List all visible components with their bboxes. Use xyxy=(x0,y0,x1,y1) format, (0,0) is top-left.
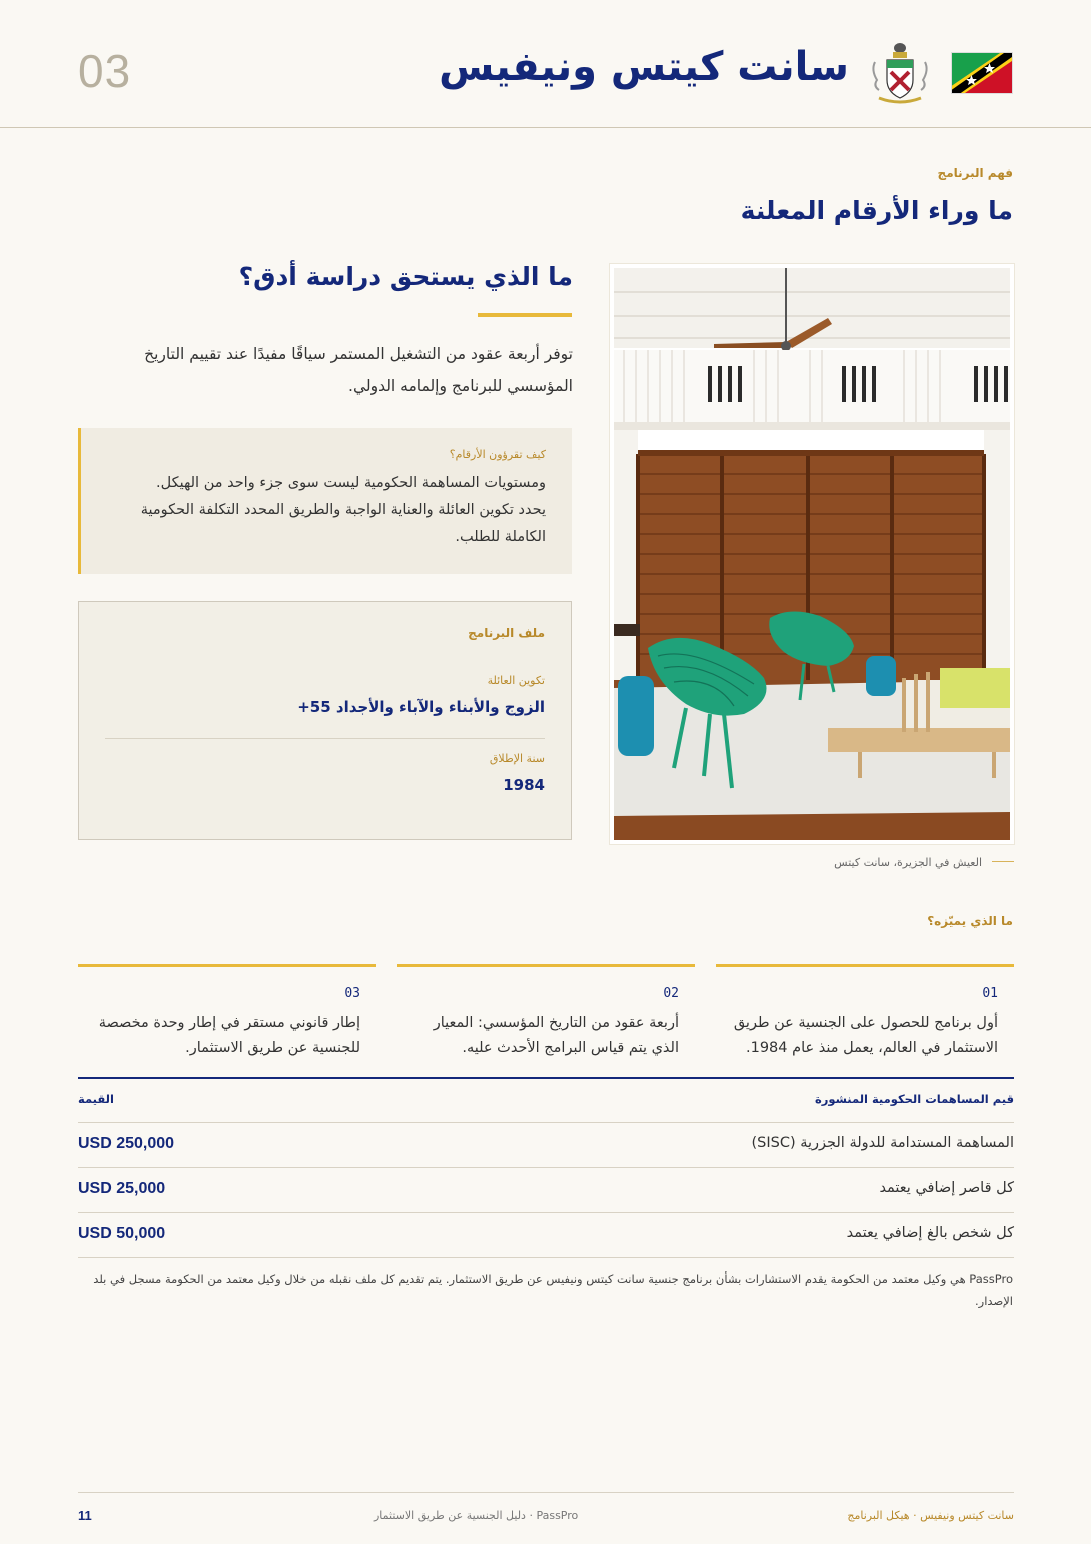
photo-caption: العيش في الجزيرة، سانت كيتس xyxy=(834,856,982,869)
contributions-table xyxy=(78,1077,1014,1258)
page-footer xyxy=(78,1492,1014,1532)
question-title: ما الذي يستحق دراسة أدق؟ xyxy=(238,262,573,291)
disclaimer-text: PassPro هي وكيل معتمد من الحكومة يقدم الاستشارات بشأن برنامج جنسية سانت كيتس ونيفيس عن طريق الاستثمار. يتم تقديم كل ملف نقبله من خلال وكيل معتمد من الحكومة مسجل في بلد الإصدار. xyxy=(93,1272,1013,1308)
family-composition-label: تكوين العائلة xyxy=(487,674,545,687)
profile-kicker: ملف البرنامج xyxy=(468,626,545,640)
table-row xyxy=(78,1168,1014,1213)
feature-item xyxy=(397,964,695,1064)
feature-list xyxy=(78,964,1014,1064)
feature-item xyxy=(78,964,376,1064)
row-value: USD 25,000 xyxy=(78,1180,166,1197)
table-header xyxy=(78,1079,1014,1123)
section-title: ما وراء الأرقام المعلنة xyxy=(740,196,1013,225)
distinct-kicker: ما الذي يميّزه؟ xyxy=(927,914,1013,928)
footer-page-number: 11 xyxy=(78,1508,92,1523)
island-living-photo xyxy=(610,264,1014,844)
callout-text: ومستويات المساهمة الحكومية ليست سوى جزء واحد من الهيكل. يحدد تكوين العائلة والعناية الواجبة والطريق المحدد التكلفة الحكومية الكاملة للطلب. xyxy=(140,475,546,545)
profile-divider xyxy=(105,738,545,739)
launch-year-label: سنة الإطلاق xyxy=(489,752,545,765)
program-profile-card xyxy=(78,601,572,840)
feature-text: أربعة عقود من التاريخ المؤسسي: المعيار الذي يتم قياس البرامج الأحدث عليه. xyxy=(433,1015,679,1056)
intro-paragraph: توفر أربعة عقود من التشغيل المستمر سياقًا مفيدًا عند تقييم التاريخ المؤسسي للبرنامج وإلمامه الدولي. xyxy=(144,345,573,395)
column-header-value: القيمة xyxy=(78,1092,114,1106)
table-row xyxy=(78,1123,1014,1168)
footer-guide-label: PassPro · دليل الجنسية عن طريق الاستثمار xyxy=(374,1509,579,1522)
row-value: USD 50,000 xyxy=(78,1225,166,1242)
reading-numbers-callout xyxy=(78,428,572,574)
table-row xyxy=(78,1213,1014,1258)
launch-year-value: 1984 xyxy=(503,776,545,794)
row-name: كل قاصر إضافي يعتمد xyxy=(879,1180,1014,1196)
section-kicker: فهم البرنامج xyxy=(937,166,1013,180)
feature-text: أول برنامج للحصول على الجنسية عن طريق الاستثمار في العالم، يعمل منذ عام 1984. xyxy=(733,1015,998,1056)
title-underline xyxy=(478,313,572,317)
callout-kicker: كيف تقرؤون الأرقام؟ xyxy=(449,448,546,461)
saint-kitts-and-nevis-flag-icon xyxy=(951,52,1013,94)
footer-section-label: سانت كيتس ونيفيس · هيكل البرنامج xyxy=(847,1509,1014,1522)
row-name: كل شخص بالغ إضافي يعتمد xyxy=(846,1225,1014,1241)
feature-number: 02 xyxy=(663,986,679,1001)
feature-number: 01 xyxy=(982,986,998,1001)
chapter-number: 03 xyxy=(78,45,132,97)
row-value: USD 250,000 xyxy=(78,1135,175,1152)
coat-of-arms-icon xyxy=(869,40,931,106)
country-title: سانت كيتس ونيفيس xyxy=(439,44,849,90)
family-composition-value: الزوج والأبناء والآباء والأجداد 55+ xyxy=(297,698,545,716)
feature-text: إطار قانوني مستقر في إطار وحدة مخصصة للجنسية عن طريق الاستثمار. xyxy=(98,1015,360,1056)
column-header-name: قيم المساهمات الحكومية المنشورة xyxy=(814,1092,1014,1106)
caption-rule xyxy=(992,861,1014,862)
feature-item xyxy=(716,964,1014,1064)
page-header xyxy=(0,0,1091,128)
row-name: المساهمة المستدامة للدولة الجزرية (SISC) xyxy=(751,1135,1014,1151)
feature-number: 03 xyxy=(344,986,360,1001)
